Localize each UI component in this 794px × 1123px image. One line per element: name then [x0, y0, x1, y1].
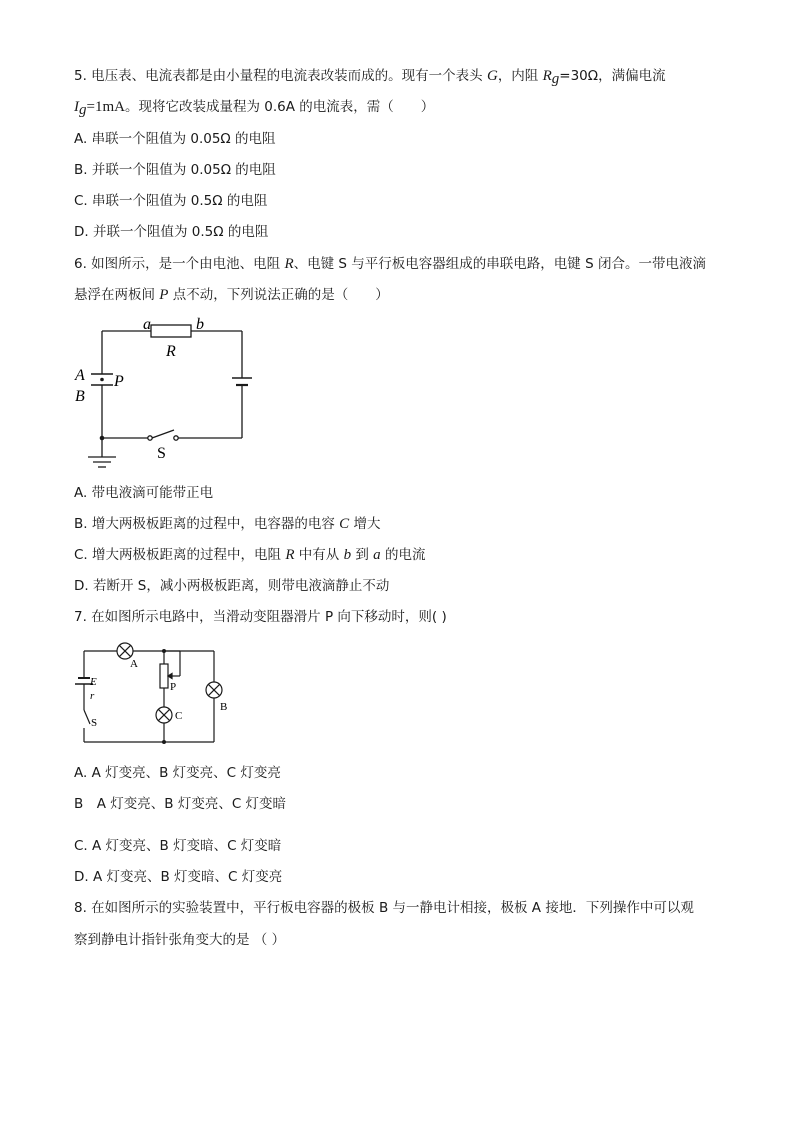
- q6-option-a: A. 带电液滴可能带正电: [74, 485, 214, 501]
- q5-stem-line2: $I_g=1mA$。现将它改装成量程为 0.6A 的电流表，需（ ）: [74, 99, 435, 118]
- label-b: b: [196, 316, 204, 333]
- droplet-p: [100, 378, 104, 382]
- q8-stem-line1: 8. 在如图所示的实验装置中，平行板电容器的极板 B 与一静电计相接，极板 A 接地．下列操作中可以观: [74, 900, 694, 916]
- q5-option-d: D. 并联一个阻值为 0.5Ω 的电阻: [74, 224, 269, 240]
- resistor-r: [151, 325, 191, 337]
- q5-option-b: B. 并联一个阻值为 0.05Ω 的电阻: [74, 162, 276, 178]
- label-s: S: [157, 445, 166, 462]
- q7-stem: 7. 在如图所示电路中，当滑动变阻器滑片 P 向下移动时，则( ): [74, 609, 447, 625]
- label-plate-a: A: [75, 367, 85, 384]
- q5-stem-line1: 5. 电压表、电流表都是由小量程的电流表改装而成的。现有一个表头 G，内阻 $R_g=30\Omega$，满偏电流: [74, 68, 666, 87]
- q6-option-b: B. 增大两极板距离的过程中，电容器的电容 C 增大: [74, 516, 381, 532]
- rheostat: [160, 664, 168, 688]
- q6-option-c: C. 增大两极板距离的过程中，电阻 R 中有从 b 到 a 的电流: [74, 547, 426, 563]
- label-a: a: [143, 316, 151, 333]
- switch-s: [152, 430, 174, 438]
- label-plate-b: B: [75, 388, 85, 405]
- q7-option-d: D. A 灯变亮、B 灯变暗、C 灯变亮: [74, 869, 283, 885]
- q5-option-a: A. 串联一个阻值为 0.05Ω 的电阻: [74, 131, 276, 147]
- q7-option-b: B A 灯变亮、B 灯变亮、C 灯变暗: [74, 796, 287, 812]
- label-p: P: [114, 373, 124, 390]
- q8-stem-line2: 察到静电计指针张角变大的是 （ ）: [74, 932, 286, 948]
- q6-circuit-diagram: [70, 312, 260, 477]
- label-r: r: [90, 690, 95, 702]
- label-lamp-c: C: [175, 710, 183, 722]
- q5-option-c: C. 串联一个阻值为 0.5Ω 的电阻: [74, 193, 268, 209]
- q7-circuit-diagram: [70, 638, 230, 750]
- label-s: S: [91, 717, 98, 729]
- q7-option-c: C. A 灯变亮、B 灯变暗、C 灯变暗: [74, 838, 282, 854]
- q6-stem-line1: 6. 如图所示，是一个由电池、电阻 R、电键 S 与平行板电容器组成的串联电路，电键 S 闭合。一带电液滴: [74, 256, 706, 272]
- q6-stem-line2: 悬浮在两板间 P 点不动，下列说法正确的是（ ）: [74, 287, 389, 303]
- label-e: E: [90, 676, 97, 688]
- label-p: P: [170, 681, 177, 693]
- label-r: R: [166, 343, 176, 360]
- label-lamp-b: B: [220, 701, 228, 713]
- q7-option-a: A. A 灯变亮、B 灯变亮、C 灯变亮: [74, 765, 281, 781]
- switch-s: [84, 710, 90, 724]
- q6-option-d: D. 若断开 S，减小两极板距离，则带电液滴静止不动: [74, 578, 390, 594]
- label-lamp-a: A: [130, 658, 138, 670]
